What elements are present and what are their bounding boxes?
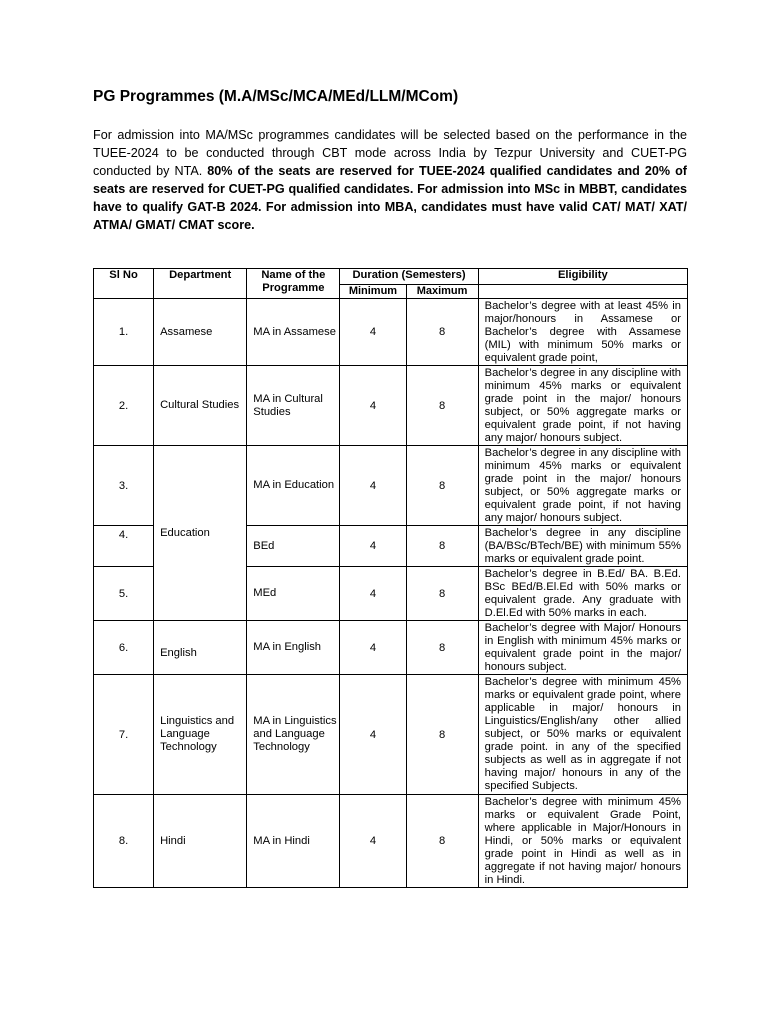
table-row <box>94 795 688 888</box>
row-eligibility: Bachelor’s degree in B.Ed/ BA. B.Ed. BSc BEd/B.El.Ed with 50% marks or equivalent grade. Any graduate with D.El.Ed with 50% marks in each. <box>478 567 687 621</box>
row-sl: 3. <box>94 446 154 526</box>
row-sl: 6. <box>94 621 154 675</box>
row-sl: 8. <box>94 795 154 888</box>
row-sl: 1. <box>94 299 154 366</box>
row-max-semesters: 8 <box>406 567 478 621</box>
header-minimum: Minimum <box>340 285 406 299</box>
row-programme: MA in Hindi <box>247 795 340 888</box>
row-programme: MA in Linguistics and Language Technology <box>247 675 340 795</box>
table-row <box>94 446 688 526</box>
row-eligibility: Bachelor’s degree with minimum 45% marks or equivalent Grade Point, where applicable in Major/Honours in Hindi, or 50% marks or equivalent grade point in Hindi as well as in aggregate if not having major/ honours in Hindi. <box>478 795 687 888</box>
row-max-semesters: 8 <box>406 446 478 526</box>
row-sl: 5. <box>94 567 154 621</box>
programmes-table <box>93 268 688 888</box>
row-department: Cultural Studies <box>154 366 247 446</box>
row-sl: 7. <box>94 675 154 795</box>
row-department: Linguistics and Language Technology <box>154 675 247 795</box>
row-min-semesters: 4 <box>340 366 406 446</box>
table-row <box>94 675 688 795</box>
row-eligibility: Bachelor’s degree with Major/ Honours in English with minimum 45% marks or equivalent grade point in the major/ honours subject. <box>478 621 687 675</box>
row-max-semesters: 8 <box>406 526 478 567</box>
row-max-semesters: 8 <box>406 366 478 446</box>
header-sl-no: Sl No <box>94 269 154 299</box>
row-min-semesters: 4 <box>340 621 406 675</box>
page-title: PG Programmes (M.A/MSc/MCA/MEd/LLM/MCom) <box>93 88 459 105</box>
row-eligibility: Bachelor’s degree with at least 45% in major/honours in Assamese or Bachelor’s degree with Assamese (MIL) with minimum 50% marks or equivalent grade point, <box>478 299 687 366</box>
header-department: Department <box>154 269 247 299</box>
eligibility-subheader-empty <box>478 285 687 299</box>
row-programme: MA in Cultural Studies <box>247 366 340 446</box>
row-max-semesters: 8 <box>406 621 478 675</box>
row-eligibility: Bachelor’s degree with minimum 45% marks or equivalent grade point, where applicable in major/ honours in Linguistics/English/any other allied subject, or 50% marks or equivalent grade point. in any of the specified subjects as well as in aggregate if not having major/ honours in any of the specified Subjects. <box>478 675 687 795</box>
row-sl: 4. <box>94 526 154 567</box>
row-sl: 2. <box>94 366 154 446</box>
row-programme: BEd <box>247 526 340 567</box>
intro-plain-text: For admission into MA/MSc programmes candidates will be selected based on the performance in the TUEE-2024 to be conducted through CBT mode across India by Tezpur University and CUET-PG conducted by NTA. <box>93 128 687 178</box>
row-department: Education <box>154 446 247 621</box>
row-min-semesters: 4 <box>340 446 406 526</box>
row-max-semesters: 8 <box>406 675 478 795</box>
row-department: Assamese <box>154 299 247 366</box>
row-department: Hindi <box>154 795 247 888</box>
row-min-semesters: 4 <box>340 675 406 795</box>
header-maximum: Maximum <box>406 285 478 299</box>
row-min-semesters: 4 <box>340 795 406 888</box>
row-eligibility: Bachelor’s degree in any discipline with minimum 45% marks or equivalent grade point in the major/ honours subject, or 50% aggregate marks or equivalent grade point, if not having any major/ honours subject. <box>478 446 687 526</box>
intro-bold-text: 80% of the seats are reserved for TUEE-2024 qualified candidates and 20% of seats are reserved for CUET-PG qualified candidates. For admission into MSc in MBBT, candidates have to qualify GAT-B 2024. For admission into MBA, candidates must have valid CAT/ MAT/ XAT/ ATMA/ GMAT/ CMAT score. <box>93 164 687 232</box>
row-max-semesters: 8 <box>406 795 478 888</box>
row-programme: MA in Education <box>247 446 340 526</box>
table-row <box>94 366 688 446</box>
table-row <box>94 621 688 675</box>
row-min-semesters: 4 <box>340 567 406 621</box>
table-header-row <box>94 269 688 285</box>
row-programme: MA in English <box>247 621 340 675</box>
row-max-semesters: 8 <box>406 299 478 366</box>
row-department: English <box>154 621 247 675</box>
header-eligibility: Eligibility <box>478 269 687 285</box>
row-eligibility: Bachelor’s degree in any discipline (BA/BSc/BTech/BE) with minimum 55% marks or equivalent grade point. <box>478 526 687 567</box>
header-programme: Name of the Programme <box>247 269 340 299</box>
row-min-semesters: 4 <box>340 299 406 366</box>
table-row <box>94 299 688 366</box>
row-min-semesters: 4 <box>340 526 406 567</box>
intro-paragraph <box>93 126 687 234</box>
row-eligibility: Bachelor’s degree in any discipline with minimum 45% marks or equivalent grade point in the major/ honours subject, or 50% aggregate marks or equivalent grade point, if not having any major/ honours subject. <box>478 366 687 446</box>
header-duration: Duration (Semesters) <box>340 269 478 285</box>
row-programme: MEd <box>247 567 340 621</box>
row-programme: MA in Assamese <box>247 299 340 366</box>
